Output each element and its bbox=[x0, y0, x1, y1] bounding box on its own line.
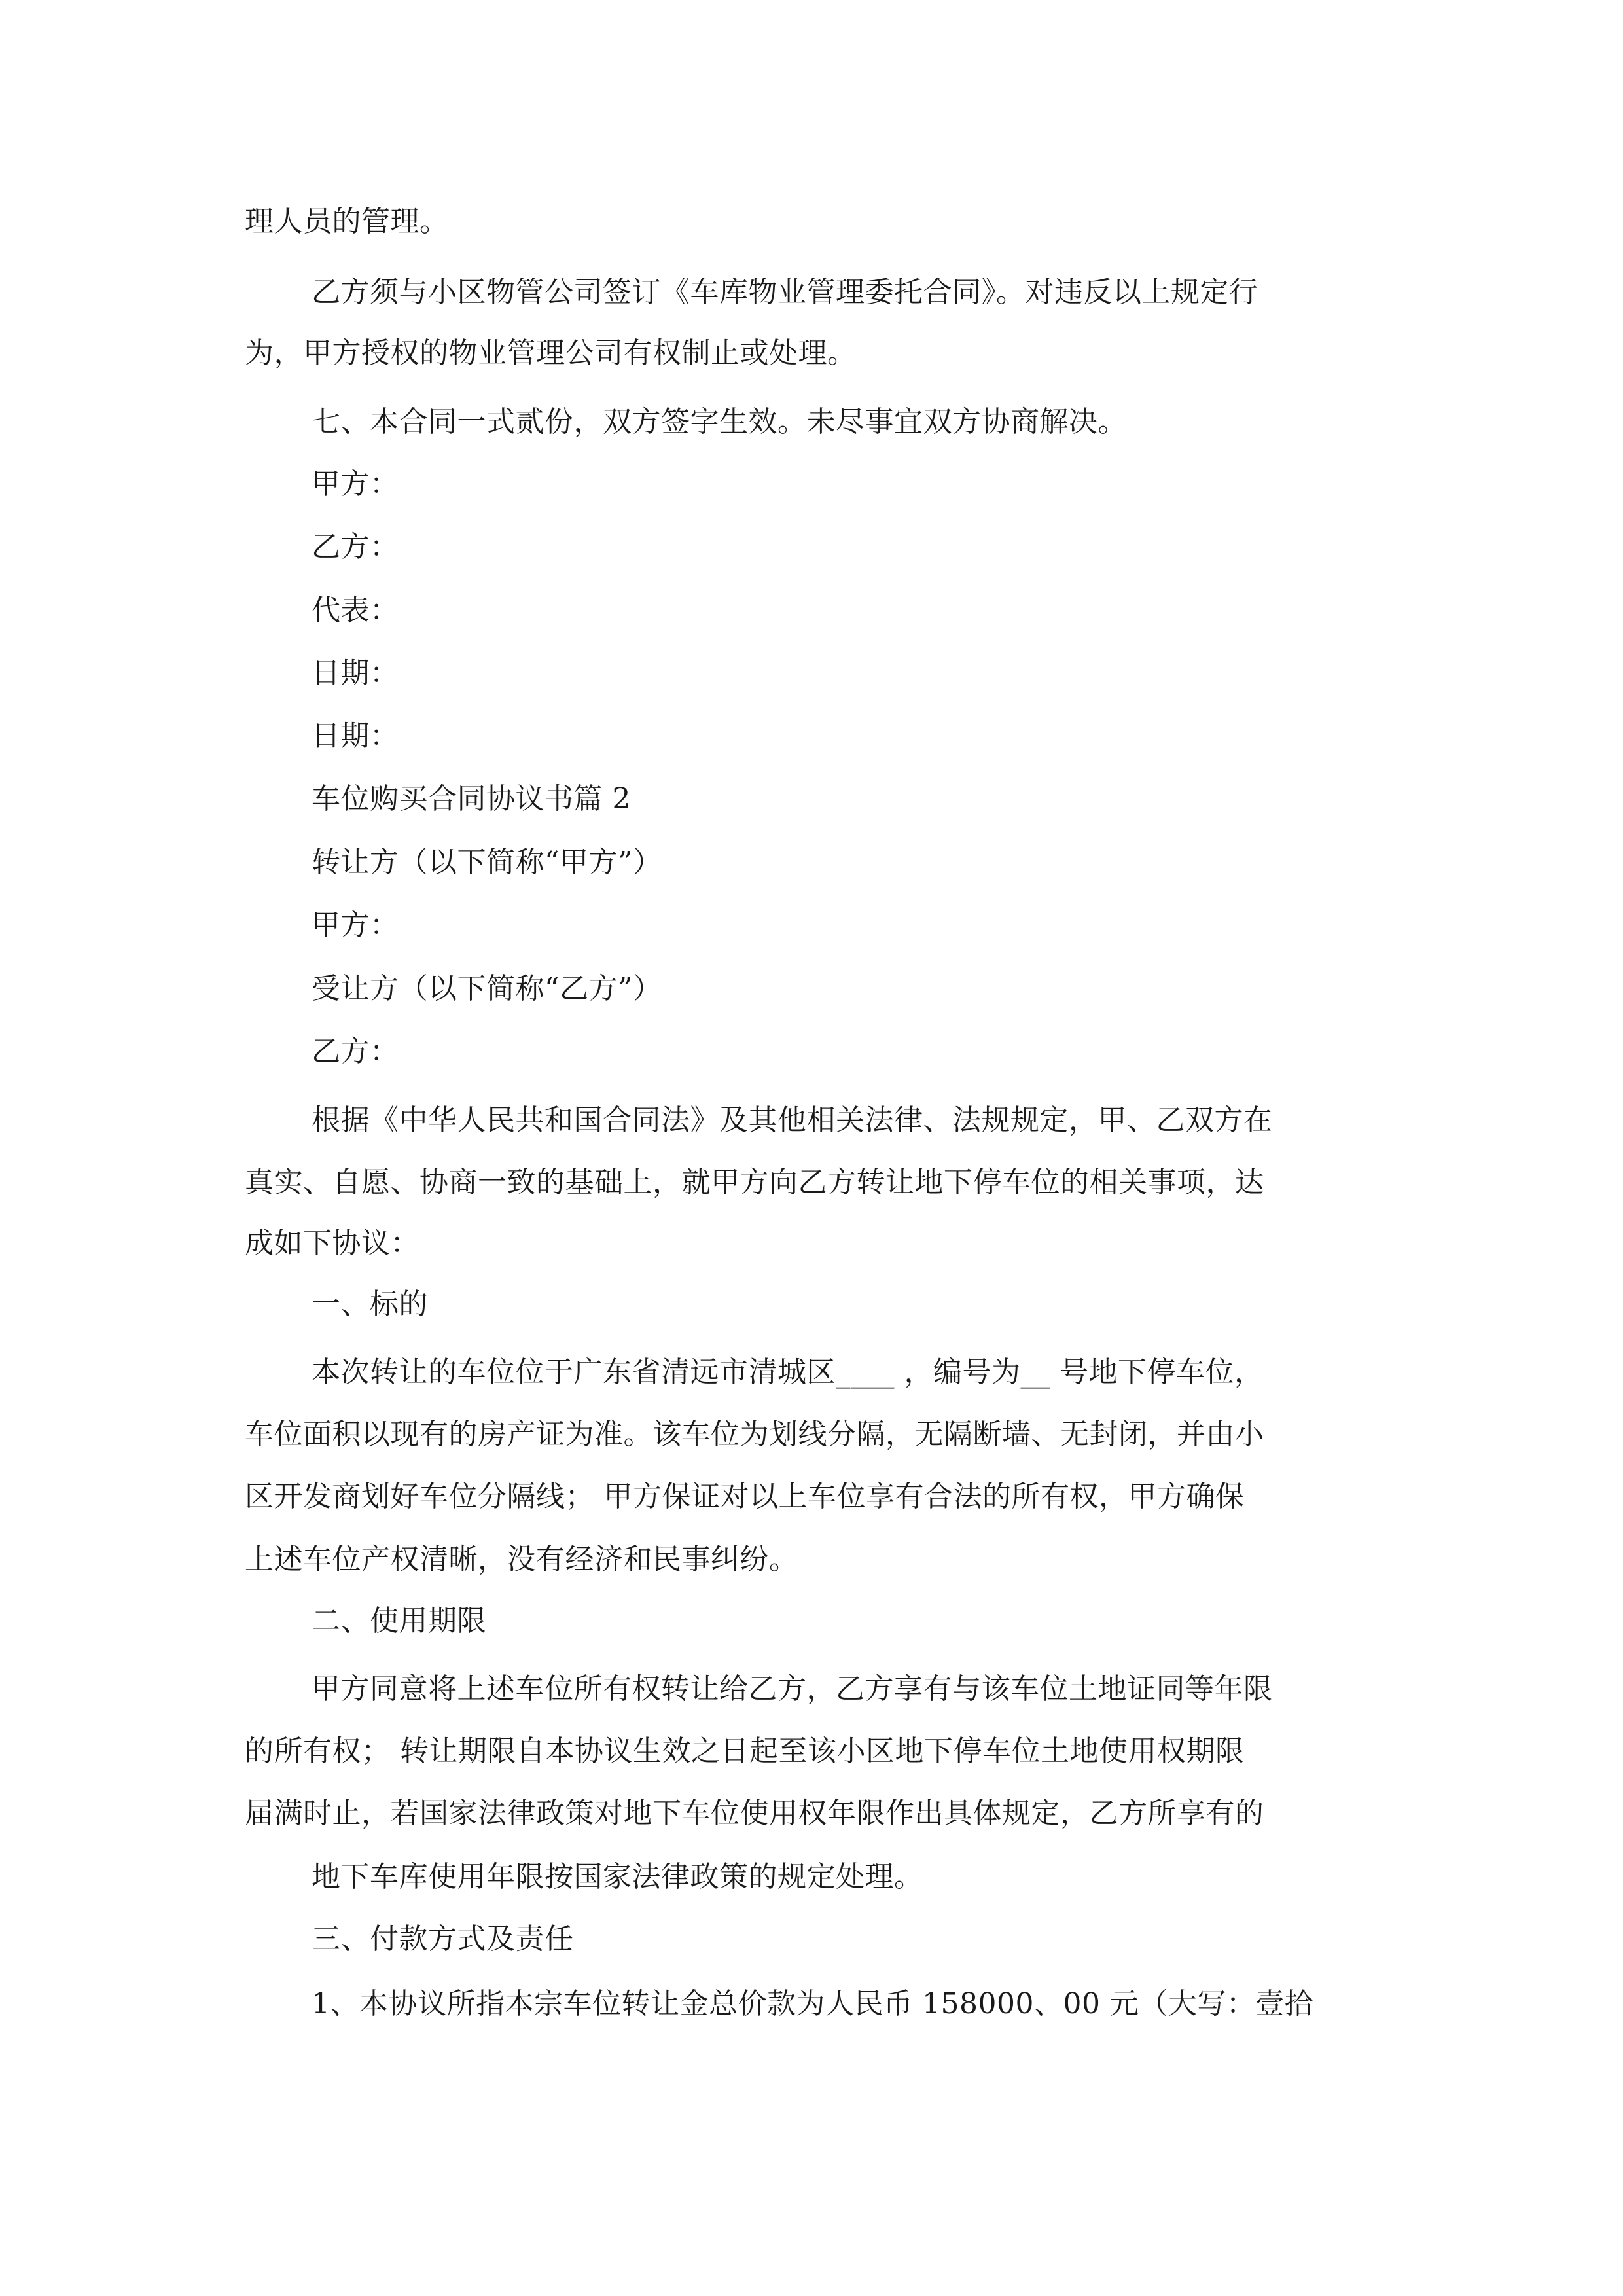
text-line: 乙方须与小区物管公司签订《车库物业管理委托合同》。对违反以上规定行 bbox=[312, 276, 1258, 309]
text-line: 乙方： bbox=[312, 1035, 399, 1068]
section-heading: 车位购买合同协议书篇 2 bbox=[312, 782, 631, 816]
text-line: 地下车库使用年限按国家法律政策的规定处理。 bbox=[312, 1860, 923, 1893]
section-heading: 一、标的 bbox=[312, 1287, 428, 1321]
text-line: 本次转让的车位位于广东省清远市清城区____ ，编号为__ 号地下停车位， bbox=[312, 1355, 1264, 1389]
text-line: 日期： bbox=[312, 719, 399, 753]
text-line: 乙方： bbox=[312, 530, 399, 564]
text-line: 七、本合同一式贰份，双方签字生效。未尽事宜双方协商解决。 bbox=[312, 405, 1127, 439]
text-line: 的所有权； 转让期限自本协议生效之日起至该小区地下停车位土地使用权期限 bbox=[245, 1734, 1245, 1768]
text-line: 受让方（以下简称“乙方”） bbox=[312, 972, 662, 1005]
text-line: 代表： bbox=[312, 594, 399, 627]
text-line: 理人员的管理。 bbox=[245, 205, 449, 238]
text-line: 甲方同意将上述车位所有权转让给乙方，乙方享有与该车位土地证同等年限 bbox=[312, 1672, 1273, 1706]
text-line: 成如下协议： bbox=[245, 1227, 419, 1260]
text-line: 甲方： bbox=[312, 467, 399, 501]
text-line: 车位面积以现有的房产证为准。该车位为划线分隔，无隔断墙、无封闭，并由小 bbox=[245, 1418, 1264, 1451]
text-line: 甲方： bbox=[312, 908, 399, 942]
text-line: 日期： bbox=[312, 656, 399, 690]
section-heading: 三、付款方式及责任 bbox=[312, 1922, 574, 1956]
section-heading: 二、使用期限 bbox=[312, 1604, 486, 1638]
text-line: 区开发商划好车位分隔线； 甲方保证对以上车位享有合法的所有权，甲方确保 bbox=[245, 1480, 1245, 1513]
text-line: 1、本协议所指本宗车位转让金总价款为人民币 158000、00 元（大写：壹拾 bbox=[312, 1987, 1314, 2020]
text-line: 转让方（以下简称“甲方”） bbox=[312, 846, 662, 879]
text-line: 上述车位产权清晰，没有经济和民事纠纷。 bbox=[245, 1543, 798, 1576]
text-line: 届满时止，若国家法律政策对地下车位使用权年限作出具体规定，乙方所享有的 bbox=[245, 1797, 1264, 1830]
text-line: 根据《中华人民共和国合同法》及其他相关法律、法规规定，甲、乙双方在 bbox=[312, 1103, 1273, 1137]
text-line: 真实、自愿、协商一致的基础上，就甲方向乙方转让地下停车位的相关事项，达 bbox=[245, 1166, 1264, 1199]
text-line: 为，甲方授权的物业管理公司有权制止或处理。 bbox=[245, 336, 857, 370]
